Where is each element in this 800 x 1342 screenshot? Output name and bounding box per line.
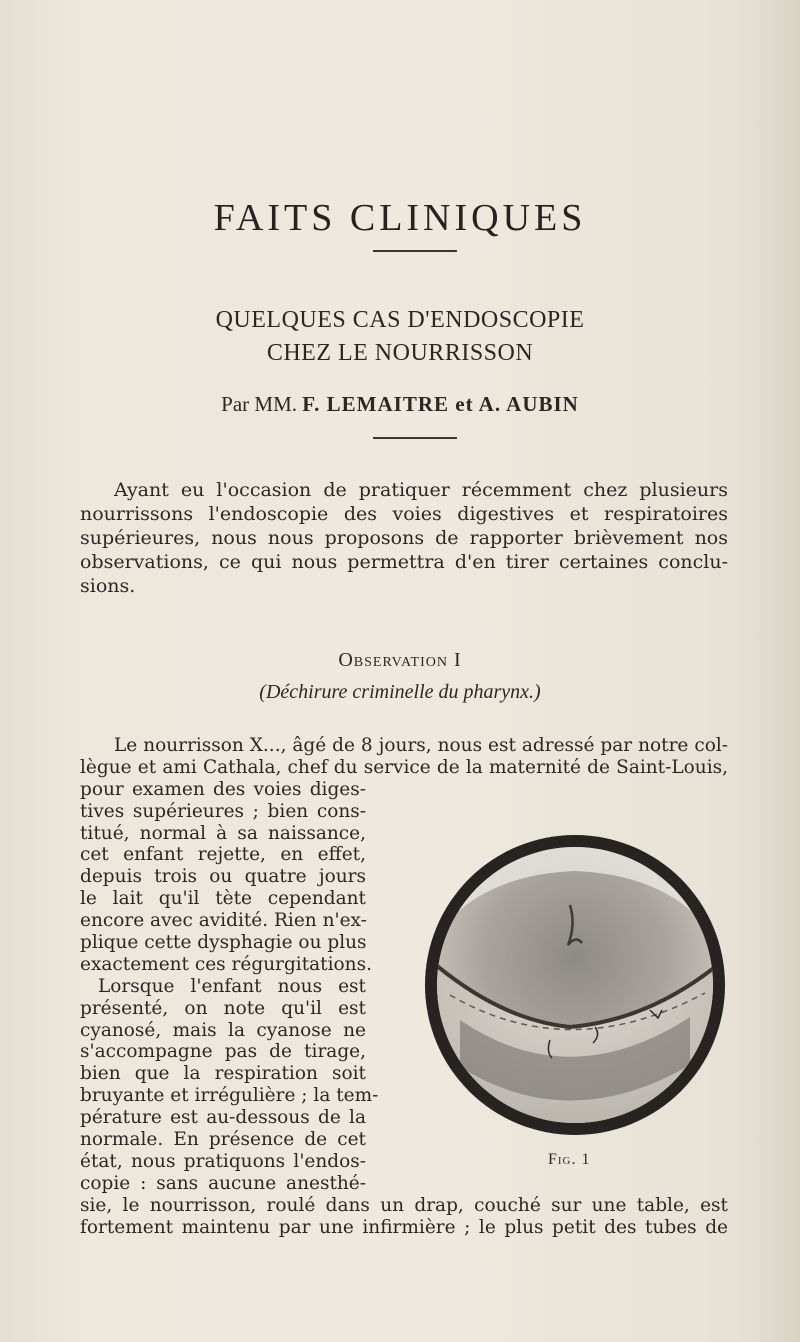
text-line: normale. En présence de cet [80, 1129, 366, 1151]
text-line: depuis trois ou quatre jours [80, 866, 366, 888]
observation-subtitle: (Déchirure criminelle du pharynx.) [259, 681, 541, 703]
text-line: observations, ce qui nous permettra d'en tirer certaines conclu- [80, 551, 728, 573]
text-line: présenté, on note qu'il est [80, 997, 366, 1019]
endoscopy-figure [420, 805, 730, 1145]
text-line: lègue et ami Cathala, chef du service de la maternité de Saint-Louis, [80, 756, 728, 778]
article-title-line: QUELQUES CAS D'ENDOSCOPIE [215, 307, 585, 333]
byline-rule [373, 437, 457, 439]
text-line: plique cette dysphagie ou plus [80, 932, 367, 954]
text-line: cet enfant rejette, en effet, [80, 844, 366, 866]
text-line: tives supérieures ; bien cons- [80, 800, 366, 822]
text-line: le lait qu'il tète cependant [80, 888, 366, 910]
text-line: pérature est au-dessous de la [80, 1107, 366, 1129]
figure-caption: Fig. 1 [548, 1151, 591, 1168]
observation-heading: Observation I [338, 649, 462, 671]
text-line: pour examen des voies diges- [80, 778, 366, 800]
text-line: exactement ces régurgitations. [80, 953, 372, 975]
article-title-line: CHEZ LE NOURRISSON [266, 340, 534, 366]
text-line: Le nourrisson X..., âgé de 8 jours, nous est adressé par notre col- [114, 735, 728, 756]
title-rule [373, 250, 457, 252]
text-line: s'accompagne pas de tirage, [80, 1041, 366, 1063]
text-line: nourrissons l'endoscopie des voies digestives et respiratoires [80, 503, 728, 525]
byline-prefix: Par MM. [221, 392, 297, 416]
byline-authors: F. LEMAITRE et A. AUBIN [302, 392, 579, 416]
text-line: bien que la respiration soit [80, 1063, 366, 1085]
text-line: encore avec avidité. Rien n'ex- [80, 910, 367, 932]
intro-paragraph [80, 478, 728, 598]
text-line: supérieures, nous nous proposons de rapporter brièvement nos [80, 527, 728, 549]
text-line: sions. [80, 575, 136, 597]
text-line: bruyante et irrégulière ; la tem- [80, 1085, 379, 1107]
text-line: état, nous pratiquons l'endos- [80, 1150, 366, 1172]
section-title: FAITS CLINIQUES [213, 197, 587, 239]
text-line: copie : sans aucune anesthé- [80, 1172, 366, 1194]
text-line: fortement maintenu par une infirmière ; le plus petit des tubes de [80, 1216, 728, 1238]
text-line: Ayant eu l'occasion de pratiquer récemment chez plusieurs [114, 479, 728, 501]
byline [0, 392, 800, 417]
text-line: Lorsque l'enfant nous est [98, 975, 366, 997]
endoscopy-illustration [420, 805, 730, 1145]
text-line: cyanosé, mais la cyanose ne [80, 1019, 366, 1041]
text-line: titué, normal à sa naissance, [80, 822, 366, 844]
text-line: sie, le nourrisson, roulé dans un drap, couché sur une table, est [80, 1194, 728, 1216]
